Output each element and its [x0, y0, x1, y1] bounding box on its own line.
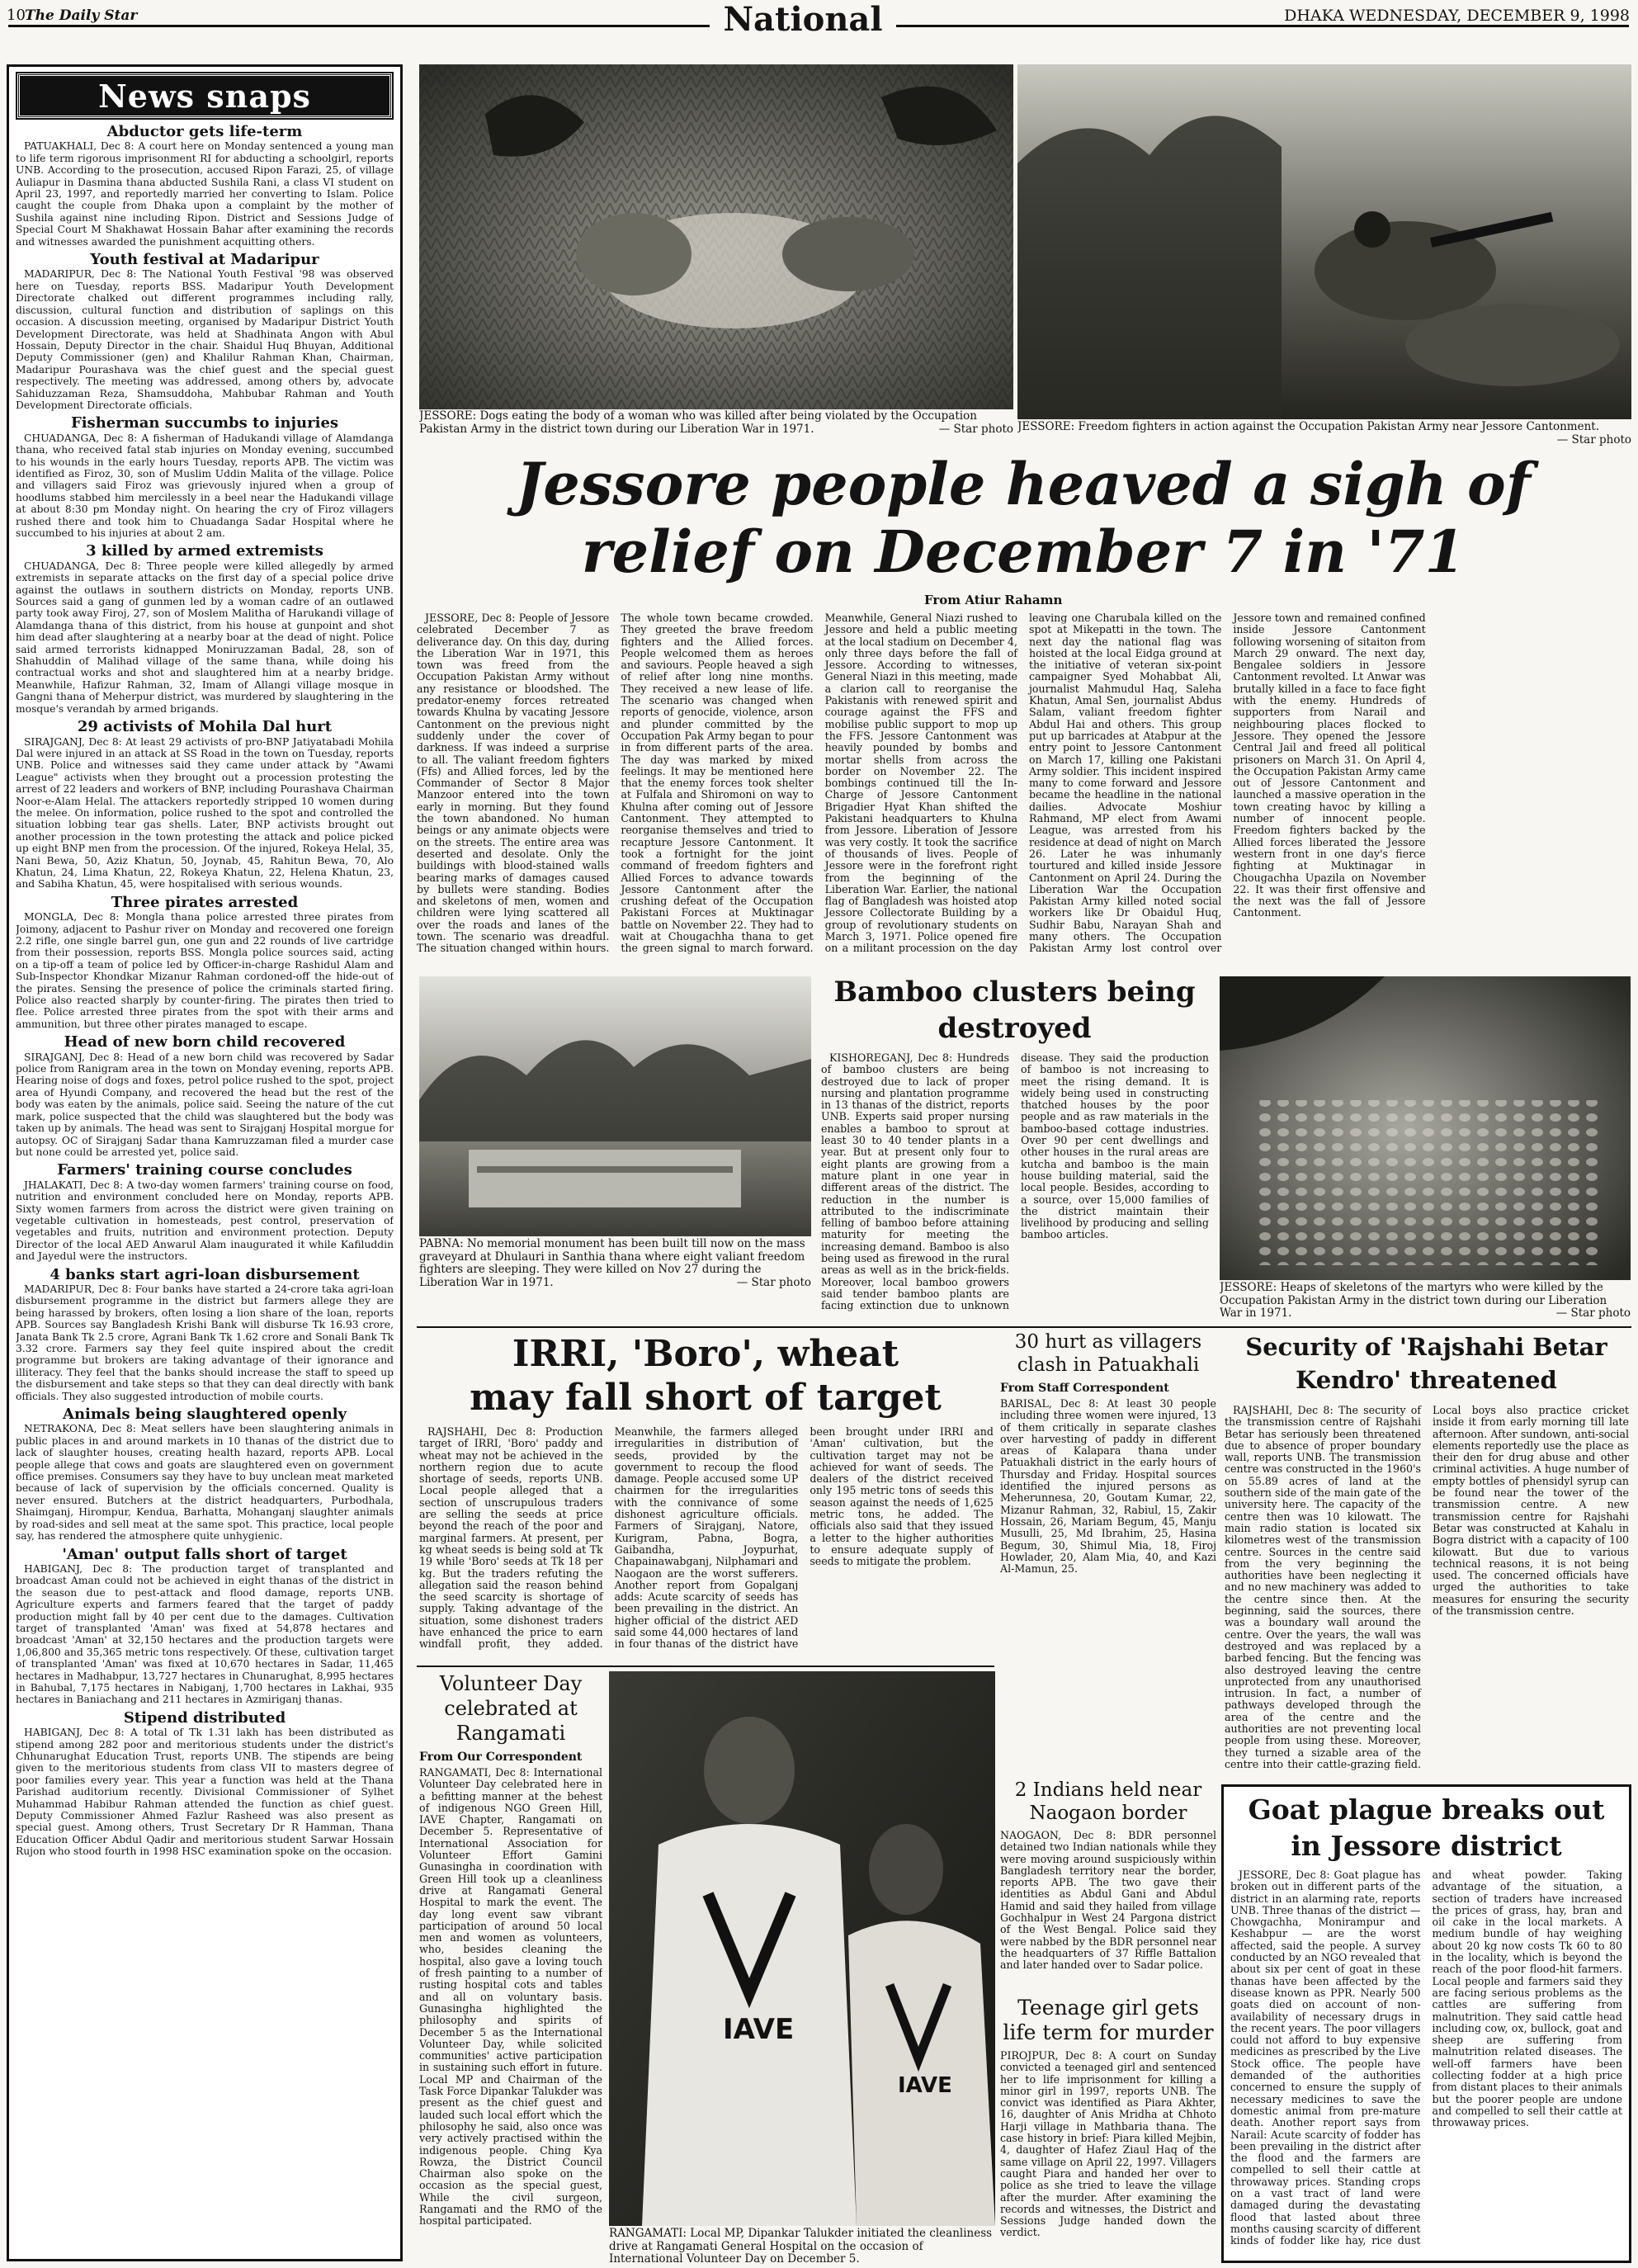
photo-skeletons-jessore: [1220, 976, 1631, 1280]
caption-freedom-fighters-text: JESSORE: Freedom fighters in action against the Occupation Pakistan Army near Jessore Cantonment.: [1017, 421, 1599, 433]
news-snap-title: Abductor gets life-term: [106, 123, 303, 140]
goat-body-text: JESSORE, Dec 8: Goat plague has broken out in different parts of the district in an alarming rate, reports UNB. Three thanas of the district — Chowgachha, Monirampur and Keshabpur — are the worst affected, said the people. A survey conducted by an NGO revealed that about six per cent of goat in these thanas have been affected by the disease known as PPR. Nearly 500 goats died on account of non-availability of necessary drugs in the recent years. The poor villagers could not afford to buy expensive medicines as prescribed by the Live Stock office. The people have demanded of the authorities concerned to ensure the supply of necessary medicines to save the domestic animal from pre-mature death. Another report says from Narail: Acute scarcity of fodder has been prevailing in the district after the flood and the farmers are compelled to sell their cattle at throwaway prices. Standing crops on a vast tract of land were damaged during the devastating flood that lasted about three months causing scarcity of different kinds of fodder like hay, rice dust and wheat powder. Taking advantage of the situation, a section of traders have increased the prices of grass, hay, bran and oil cake in the local markets. A medium bundle of hay weighing about 20 kg now costs Tk 60 to 80 in the locality, which is beyond the reach of the poor flood-hit farmers. Local people and farmers said they are facing serious problems as the cattles are suffering from malnutrition. They said cattle head including cow, ox, bullock, goat and sheep are suffering from malnutrition related diseases. The well-off farmers have been collecting fodder at a high price from distant places to their animals but the poorer people are undone and compelled to sell their cattle at throwaway prices.: [1230, 1869, 1622, 2247]
caption-rangamati-text: RANGAMATI: Local MP, Dipankar Talukder initiated the cleanliness drive at Rangamati General Hospital on the occasion of International Volunteer Day on December 5.: [609, 2228, 993, 2264]
news-snap-item: [16, 541, 394, 716]
news-snap-body: PATUAKHALI, Dec 8: A court here on Monday sentenced a young man to life term rigorous imprisonment RI for abducting a schoolgirl, reports UNB. According to the prosecution, accused Ripon Farazi, 25, of village Auliapur in Dasmina thana abducted Sushila Rani, a class VI student on April 23, 1997, and reportedly married her converting to Islam. Police caught the couple from Dhaka upon a complaint by the mother of Sushila against nine including Ripon. District and Sessions Judge of Special Court M Shakhawat Hossain Bahar after examining the records and witnesses awarded the punishment acquitting others.: [16, 140, 394, 248]
caption-dogs: [419, 410, 1013, 448]
news-snap-body: HABIGANJ, Dec 8: The production target of transplanted and broadcast Aman could not be achieved in eight thanas of the district in the season due to pest-attack and flood damage, reports UNB. Agriculture experts and farmers feared that the target of paddy production might fall by 40 per cent due to the damages. Cultivation target of transplanted 'Aman' was fixed at 54,878 hectares and broadcast 'Aman' at 32,150 hectares and the production targets were 1,06,800 and 35,365 metric tons respectively. Of these, cultivation target of transplanted 'Aman' was fixed at 10,670 hectares in Sadar, 11,465 hectares in Madhabpur, 13,727 hectares in Chunarughat, 8,995 hectares in Bahubal, 7,175 hectares in Nabiganj, 1,700 hectares in Lakhai, 935 hectares in Baniachang and 211 hectares in Azmiriganj thanas.: [16, 1562, 394, 1706]
news-snap-title: 3 killed by armed extremists: [86, 542, 323, 560]
photo-dogs-image: [419, 64, 1013, 409]
news-snap-title: Animals being slaughtered openly: [62, 1406, 347, 1424]
news-snap-item: [16, 1708, 394, 1859]
teenage-body: PIROJPUR, Dec 8: A court on Sunday convicted a teenaged girl and sentenced her to life imprisonment for killing a minor girl in 1997, reports UNB. The convict was identified as Piara Akhter, 16, daughter of Anis Mridha at Chhoto Harji village in Mathbaria thana. The case history in brief: Piara killed Mejbin, 4, daughter of Hafez Ziaul Haq of the same village on April 22, 1997. Villagers caught Piara and handed her over to police as she tried to leave the village after the murder. After examining the records and witnesses, the District and Sessions Judge handed down the verdict.: [1000, 2049, 1216, 2239]
caption-dogs-credit: — Star photo: [938, 422, 1013, 436]
caption-freedom-fighters-credit: — Star photo: [1556, 432, 1631, 447]
caption-rangamati: [609, 2228, 995, 2264]
section-label: National: [723, 0, 883, 39]
news-snap-item: [16, 1544, 394, 1708]
irri-bottom-rule: [417, 1666, 994, 1667]
news-snap-item: [16, 1032, 394, 1160]
photo-pabna-image: [419, 976, 811, 1236]
news-snap-body: NETRAKONA, Dec 8: Meat sellers have been slaughtering animals in public places in and around markets in 10 thanas of the district due to lack of slaughter houses, creating health hazard, reports APB. Local people allege that cows and goats are slaughtered even on government office premises. Consumers say they have to buy unclean meat marketed because of lack of supervision by the officials concerned. Quality is never ensured. Butchers at the district headquarters, Purbodhala, Shaimganj, Hirompur, Kendua, Barhatta, Mohanganj slaughter animals by road-sides and sell meat at the same spot. This practice, local people say, has rendered the atmosphere quite unhygienic.: [16, 1423, 394, 1543]
indians-headline: 2 Indians held near Naogaon border: [1014, 1779, 1202, 1824]
photo-pabna-graveyard: [419, 976, 811, 1236]
news-snap-item: [16, 716, 394, 892]
news-snap-title: 'Aman' output falls short of target: [62, 1545, 347, 1563]
page-number: 10: [7, 7, 26, 24]
masthead-rule-left: [8, 25, 710, 27]
caption-pabna: [419, 1238, 811, 1322]
betar-body: [1225, 1405, 1629, 1780]
news-snap-body: HABIGANJ, Dec 8: A total of Tk 1.31 lakh has been distributed as stipend among 282 poor and meritorious students under the district's Chhunarughat Education Trust, reports UNB. The stipends are being given to the meritorious students from class VII to masters degree of poor families every year. This year a function was held at the Thana Parishad auditorium recently. Divisional Commissioner of Sylhet Muhammad Habibur Rahman attended the function as chief guest. Deputy Commissioner Ahmed Fazlur Rasheed was also present as special guest. Among others, Trust Secretary Dr R Hamman, Thana Education Officer Abdul Qadir and meritorious student Sarwar Hossain Rujon who stood fourth in 1998 HSC examination spoke on the occasion.: [16, 1727, 394, 1858]
news-snap-body: SIRAJGANJ, Dec 8: Head of a new born child was recovered by Sadar police from Ranigram area in the town on Monday evening, reports APB. Hearing noise of dogs and foxes, petrol police rushed to the spot, project area of Hyundi Company, and recovered the head but the rest of the body was eaten by the animals, police said. Seeing the nature of the cut mark, police suspected that the child was slaughtered but the body was taken up by animals. The head was sent to Sirajganj Hospital morgue for autopsy. OC of Sirajganj Sadar thana Kamruzzaman filed a murder case but none could be arrested yet, police said.: [16, 1051, 394, 1158]
news-snap-title: 4 banks start agri-loan disbursement: [50, 1265, 360, 1283]
news-snap-item: [16, 1404, 394, 1543]
bamboo-body-text: KISHOREGANJ, Dec 8: Hundreds of bamboo clusters are being destroyed due to lack of proper nursing and plantation programme in 13 thanas of the district, reports UNB. Experts said proper nursing enables a bamboo to sprout at least 30 to 40 tender plants in a year. But at present only four to eight plants are growing from a mature plant in one year in different areas of the district. The reduction in the number is attributed to the indiscriminate felling of bamboo before attaining maturity for meeting the increasing demand. Bamboo is also being used as firewood in the rural areas as well as in the brick-fields. Moreover, local bamboo growers said tender bamboo plants are facing extinction due to unknown disease. They said the production of bamboo is not increasing to meet the rising demand. It is widely being used in constructing thatched houses by the poor people and as raw materials in the bamboo-based cottage industries. Over 90 per cent dwellings and other houses in the rural areas are kutcha and bamboo is the main house building material, said the local people. Besides, according to a source, over 15,000 families of the district maintain their livelihood by producing and selling bamboo articles.: [821, 1052, 1209, 1312]
news-snap-item: [16, 1160, 394, 1264]
shirt-print-left: IAVE: [723, 2013, 795, 2046]
news-snap-body: MADARIPUR, Dec 8: Four banks have started a 24-crore taka agri-loan disbursement programme in the district but farmers allege they are being harassed by brokers, often losing a lion share of the loan, reports APB. Sources say Bangladesh Krishi Bank will disburse Tk 16.93 crore, Janata Bank Tk 2.5 crore, Agrani Bank Tk 1.62 crore and Sonali Bank Tk 3.32 crore. Farmers say they feel quite inspired about the credit programme but brokers are taking advantage of their ignorance and illiteracy. They feel that the banks should increase the staff to speed up the disbursement and take steps so that they can deal directly with bank officials. They also suggested introduction of mobile courts.: [16, 1283, 394, 1402]
news-snap-title: Stipend distributed: [123, 1708, 286, 1727]
news-snap-title: Farmers' training course concludes: [57, 1161, 352, 1179]
volunteer-byline: From Our Correspondent: [419, 1751, 583, 1764]
goat-box: [1221, 1784, 1631, 2263]
indians-story: [1000, 1779, 1216, 1989]
bamboo-headline-line1: Bamboo clusters being: [833, 976, 1196, 1009]
news-snap-item: [16, 892, 394, 1032]
irri-body: [419, 1426, 994, 1661]
photo-freedom-fighters: [1017, 64, 1631, 419]
news-snap-body: MADARIPUR, Dec 8: The National Youth Festival '98 was observed here on Tuesday, reports BSS. Madaripur Youth Development Directorate chalked out different programmes including rally, discussion, cultural function and distribution of saplings on this occasion. A discussion meeting, organised by Madaripur District Youth Development Directorate, was held at Shadhinata Angon with Abul Hossain, Deputy Director in the chair. Shaidul Huq Bhuyan, Additional Deputy Commissioner (gen) and Khalilur Rahman Khan, Chairman, Madaripur Pourashava was the chief guest and the special guest respectively. The meeting was addressed, among others by, advocate Sahiduzzaman Reza, Shamsuddoha, Mahbubar Rahman and Youth Development Directorate officials.: [16, 268, 394, 411]
betar-headline-line2: Kendro' threatened: [1296, 1366, 1557, 1394]
volunteer-story: [419, 1671, 602, 2261]
bamboo-body: [821, 1052, 1209, 1321]
patuakhali-byline: From Staff Correspondent: [1000, 1382, 1169, 1395]
goat-headline-line2: in Jessore district: [1291, 1830, 1562, 1862]
photo-rangamati-image: [609, 1671, 995, 2226]
news-snap-title: Three pirates arrested: [111, 893, 299, 911]
betar-body-text: RAJSHAHI, Dec 8: The security of the transmission centre of Rajshahi Betar has seriously been threatened due to absence of proper boundary wall, reports UNB. The transmission centre was constructed in the 1960's on 55.89 acres of land at the southern side of the main gate of the university here. The capacity of the centre then was 10 kilowatt. The main radio station is located six kilometres west of the transmission centre. Sources in the centre said from the very beginning the authorities have been neglecting it and no new machinery was added to the centre since then. At the beginning, said the sources, there was a boundary wall around the centre. Over the years, the wall was destroyed and was replaced by a barbed fencing. But the fencing was also destroyed leaving the centre unprotected from any unauthorised intrusion. In fact, a number of pathways developed through the area of the centre and the authorities are not preventing local people from using these. Moreover, they turned a sizable area of the centre into their cattle-grazing field. Local boys also practice cricket inside it from early morning till late afternoon. After sundown, anti-social elements reportedly use the place as their den for drug abuse and other criminal activities. A huge number of empty bottles of phensidyl syrup can be found near the tower of the transmission centre. A new transmission centre for Rajshahi Betar was constructed at Kahalu in Bogra district with a capacity of 100 kilowatt. But due to various technical reasons, it is not being used. The concerned officials have urged the authorities to take measures for ensuring the security of the transmission centre.: [1225, 1405, 1629, 1770]
caption-dogs-text: JESSORE: Dogs eating the body of a woman who was killed after being violated by the Occupation Pakistan Army in the district town during our Liberation War in 1971.: [419, 410, 977, 436]
irri-headline-line2: may fall short of target: [470, 1377, 942, 1419]
betar-headline-line1: Security of 'Rajshahi Betar: [1245, 1333, 1607, 1361]
patuakhali-story: [1000, 1330, 1216, 1772]
news-snap-body: MONGLA, Dec 8: Mongla thana police arrested three pirates from Joimony, adjacent to Pashur river on Monday and recovered one foreign 2.2 rifle, one single barrel gun, one gun and 22 rounds of live cartridge from their possession, reports BSS. Mongla police sources said, acting on a tip-off a team of police led by Officer-in-charge Rashidul Alam and Sub-Inspector Khondkar Mizanur Rahman cordoned-off the hide-out of the pirates. Sensing the presence of police the criminals started firing. Police also reacted sharply by counter-firing. The pirates then tried to flee. Police arrested three pirates from the spot with their arms and ammunition, but three other pirates managed to escape.: [16, 911, 394, 1030]
news-snap-item: [16, 121, 394, 249]
caption-skeletons: [1220, 1282, 1631, 1323]
shirt-print-right: IAVE: [898, 2073, 952, 2098]
caption-pabna-text: PABNA: No memorial monument has been built till now on the mass graveyard at Dhulauri in Santhia thana where eight valiant freedom fighters are sleeping. They were killed on Nov 27 during the Liberation War in 1971.: [419, 1238, 805, 1289]
goat-body: [1230, 1869, 1622, 2256]
caption-skeletons-text: JESSORE: Heaps of skeletons of the martyrs who were killed by the Occupation Pakistan Army in the district town during our Liberation War in 1971.: [1220, 1282, 1607, 1320]
news-snap-title: Fisherman succumbs to injuries: [70, 414, 339, 432]
patuakhali-body: BARISAL, Dec 8: At least 30 people including three women were injured, 13 of them critically in separate clashes over harvesting of paddy in different areas of Kalapara thana under Patuakhali district in the early hours of Thursday and Friday. Hospital sources identified the injured persons as Meherunnesa, 20, Goutam Kumar, 22, Mizanur Rahman, 32, Rabiul, 15, Zakir Hossain, 26, Mariam Begum, 45, Manju Musulli, 25, Md Ibrahim, 25, Hasina Begum, 30, Shimul Mia, 18, Firoj Howlader, 20, Alam Mia, 40, and Kazi Al-Mamun, 25.: [1000, 1397, 1216, 1576]
volunteer-body: RANGAMATI, Dec 8: International Volunteer Day celebrated here in a befitting manner at the behest of indigenous NGO Green Hill, IAVE Chapter, Rangamati on December 5. Representative of International Association for Volunteer Effort Gamini Gunasingha in coordination with Green Hill took up a cleanliness drive at Rangamati General Hospital to mark the event. The day long event saw vibrant participation of around 50 local men and women as volunteers, who, besides cleaning the hospital, also gave a loving touch of fresh painting to a number of rusting hospital cots and tables and all on voluntary basis. Gunasingha highlighted the philosophy and spirits of December 5 as the International Volunteer Day, while solicited communities' active participation in sustaining such effort in future. Local MP and Chairman of the Task Force Dipankar Talukder was present as the chief guest and lauded such local effort which the philosophy he said, also once was very actively practised within the indigenous people. Ching Kya Rowza, the District Council Chairman also spoke on the occasion as the special guest, While the civil surgeon, Rangamati and the RMO of the hospital participated.: [419, 1766, 602, 2228]
lead-byline: From Atiur Rahamn: [924, 593, 1063, 607]
news-snap-body: JHALAKATI, Dec 8: A two-day women farmers' training course on food, nutrition and environment concluded here on Monday, reports APB. Sixty women farmers from across the district were given training on vegetable cultivation in homesteads, pest control, preservation of vegetables and fruits, nutrition and environment protection. Deputy Director of the local AED Anwarul Alam inaugurated it while Kafiluddin and Jayedul were the instructors.: [16, 1179, 394, 1263]
lead-body-text: JESSORE, Dec 8: People of Jessore celebrated December 7 as deliverance day. On this day, during the Liberation War in 1971, this town was freed from the Occupation Pakistan Army without any resistance or bloodshed. The predator-enemy forces retreated towards Khulna by vacating Jessore Cantonment on the previous night suddenly under the cover of darkness. If was indeed a surprise to all. The valiant freedom fighters (Ffs) and Allied forces, led by the Commander of Sector 8 Major Manzoor entered into the town early in morning. But they found the town abandoned. No human beings or any animate objects were on the streets. The entire area was deserted and desolate. Only the buildings with blood-stained walls bearing marks of damages caused by bullets were standing. Bodies and skeletons of men, women and children were lying scattered all over the roads and lanes of the town. The scenario was dreadful. The situation changed within hours. The whole town became crowded. They greeted the brave freedom fighters and the Allied forces. People welcomed them as heroes and saviours. People heaved a sigh of relief after long nine months. They received a new lease of life. The scenario was changed when reports of genocide, violence, arson and plunder committed by the Occupation Pak Army began to pour in from different parts of the area. The day was marked by mixed feelings. It may be mentioned here that the enemy forces took shelter at Fulfala and Shiromoni on way to Khulna after coming out of Jessore Cantonment. They attempted to reorganise themselves and tried to recapture Jessore Cantonment. It took a fortnight for the joint command of freedom fighters and Allied Forces to advance towards Jessore Cantonment after the crushing defeat of the Occupation Pakistani Forces at Muktinagar battle on November 22. They had to wait at Chougachha thana to get the green signal to march forward. Meanwhile, General Niazi rushed to Jessore and held a public meeting at the local stadium on December 4, only three days before the fall of Jessore. According to witnesses, General Niazi in this meeting, made a clarion call to reorganise the Pakistanis with renewed spirit and courage against the FFS and mobilise public support to mop up the FFS. Jessore Cantonment was heavily pounded by bombs and mortar shells from across the border on November 22. The bombings continued till the In-Charge of Jessore Cantonment Brigadier Hyat Khan shifted the Pakistani headquarters to Khulna from Jessore. Liberation of Jessore was very costly. It took the sacrifice of thousands of lives. People of Jessore were in the forefront right from the beginning of the Liberation War. Earlier, the national flag of Bangladesh was hoisted atop Jessore Collectorate Building by a group of revolutionary students on March 3, 1971. Police opened fire on a militant procession on the day leaving one Charubala killed on the spot at Mikepatti in the town. The next day the national flag was hoisted at the local Eidga ground at the initiative of veteran six-point campaigner Syed Mohabbat Ali, journalist Mahmudul Haq, Saleha Khatun, Amal Sen, journalist Abdus Salam, valiant freedom fighter Abdul Hai and others. This group put up barricades at Atabpur at the entry point to Jessore Cantonment on March 17, killing one Pakistani Army soldier. This incident inspired many to come forward and Jessore became the headline in the national dailies. Advocate Moshiur Rahmand, MP elect from Awami League, was arrested from his residence at dead of night on March 26. Later he was inhumanly tourtured and killed inside Jessore Cantonment on April 24. During the Liberation War the Occupation Pakistan Army killed noted social workers like Dr Obaidul Huq, Sudhir Babu, Narayan Shah and many others. The Occupation Pakistan Army lost control over Jessore town and remained confined inside Jessore Cantonment following worsening of sitaiton from March 29 onward. The next day, Bengalee soldiers in Jessore Cantonment revolted. Lt Anwar was brutally killed in a face to face fight with the enemy. Hundreds of supporters from Narail and neighbouring places flocked to Jessore. They opened the Jessore Central Jail and freed all political prisoners on March 31. On April 4, the Occupation Pakistan Army came out of Jessore Cantonment and launched a massive operation in the town creating havoc by killing a number of innocent people. Freedom fighters backed by the Allied forces liberated the Jessore western front in one day's fierce fighting at Muktinagar in Chougachha Upazila on November 22. It was their first offensive and the next was the fall of Jessore Cantonment.: [417, 612, 1426, 955]
teenage-story: [1000, 1996, 1216, 2264]
caption-skeletons-credit: — Star photo: [1555, 1306, 1631, 1320]
news-snap-item: [16, 413, 394, 541]
photo-rangamati: [609, 1671, 995, 2226]
news-snaps-box: [7, 64, 403, 2261]
news-snap-body: CHUADANGA, Dec 8: A fisherman of Hadukandi village of Alamdanga thana, who received fatal stab injuries on Monday evening, succumbed to his wounds in the early hours Tuesday, reports APB. The victim was identified as Firoz, 30, son of Muslim Uddin Malita of the village. Police and villagers said Firoz was grievously injured when a group of hoodlums stabbed him mercilessly in a beel near the Hadukandi village at about 8:30 pm Monday night. On hearing the cry of Firoz villagers rushed there and took him to Chuadanga Sadar Hospital where he succumbed to his injuries at about 2 am.: [16, 432, 394, 539]
indians-body: NAOGAON, Dec 8: BDR personnel detained two Indian nationals while they were moving around suspiciously within Bangladesh territory near the border, reports APB. The two gave their identities as Abdul Gani and Abdul Hamid and said they hailed from village Gochhalpur in West 24 Pargona district of the West Bengal. Police said they were nabbed by the BDR personnel near the headquarters of 37 Riffle Battalion and later handed over to Sadar police.: [1000, 1829, 1216, 1972]
photo-skeletons-image: [1220, 976, 1631, 1280]
news-snaps-list: [16, 121, 394, 1859]
lead-body: [417, 612, 1630, 959]
news-snap-item: [16, 1264, 394, 1404]
caption-pabna-credit: — Star photo: [736, 1275, 811, 1289]
news-snap-title: Youth festival at Madaripur: [90, 251, 319, 269]
irri-headline-line1: IRRI, 'Boro', wheat: [512, 1333, 899, 1375]
news-snap-body: CHUADANGA, Dec 8: Three people were killed allegedly by armed extremists in separate attacks on the first day of a special police drive against the outlaws in southern districts on Monday, reports UNB. Sources said a gang of gunmen led by a woman cadre of an outlawed party took away Firoj, 27, son of Moslem Malitha of Harukandi village of Alamdanga thana of this district, from his house at gunpoint and shot him dead after slaughtering at a nearby boar at the dead of night. Police said armed terrorists kidnapped Moniruzzaman Badal, 28, son of Shahuddin of Malihad village of the same thana, while doing his contractual works and shot and slaughtered him at a nearby bridge. Meanwhile, Hafizur Rahman, 32, Imam of Allangi village mosque in Gangni thana of Meherpur district, was murdered by slaughtering in the mosque's verandah by armed brigands.: [16, 560, 394, 715]
lead-headline-line1: Jessore people heaved a sigh of: [516, 450, 1531, 518]
patuakhali-headline: 30 hurt as villagers clash in Patuakhali: [1014, 1331, 1202, 1376]
lead-headline-line2: relief on December 7 in '71: [581, 517, 1466, 586]
irri-body-text: RAJSHAHI, Dec 8: Production target of IRRI, 'Boro' paddy and wheat may not be achieved in the northern region due to acute shortage of seeds, reports UNB. Local people alleged that a section of unscrupulous traders are selling the seeds at price beyond the reach of the poor and marginal farmers. At present, per kg wheat seeds is being sold at Tk 19 while 'Boro' seeds at Tk 18 per kg. But the traders refuting the allegation said the reason behind the seed scarcity is shortage of supply. Taking advantage of the situation, some dishonest traders have enhanced the price to earn windfall profit, they added. Meanwhile, the farmers alleged irregularities in distribution of seeds, provided by the government to recoup the flood damage. People accused some UP chairmen for the irregularities with the connivance of some dishonest agriculture officials. Farmers of Sirajganj, Natore, Kurigram, Pabna, Bogra, Gaibandha, Joypurhat, Chapainawabganj, Nilphamari and Naogaon are the worst sufferers. Another report from Gopalganj adds: Acute scarcity of seeds has been prevailing in the district. An higher official of the district AED said some 44,000 hectares of land in four thanas of the district have been brought under IRRI and 'Aman' cultivation, but the cultivation target may not be achieved for want of seeds. The dealers of the district received only 195 metric tons of seeds this season against the needs of 1,625 metric tons, he added. The officials also said that they issued a letter to the higher authorities to ensure adequate supply of seeds to mitigate the problem.: [419, 1426, 994, 1651]
dateline: DHAKA WEDNESDAY, DECEMBER 9, 1998: [1284, 7, 1630, 25]
news-snaps-banner: News snaps: [17, 73, 392, 118]
mid-rule: [417, 1326, 1631, 1328]
news-snap-title: Head of new born child recovered: [64, 1033, 346, 1051]
news-snap-title: 29 activists of Mohila Dal hurt: [77, 718, 333, 736]
goat-headline-line1: Goat plague breaks out: [1248, 1793, 1605, 1826]
news-snap-body: SIRAJGANJ, Dec 8: At least 29 activists of pro-BNP Jatiyatabadi Mohila Dal were injured in an attack at SS Road in the town on Tuesday, reports UNB. Police and witnesses said they came under attack by "Awami League" activists when they brought out a procession protesting the arrest of 22 leaders and workers of BNP, including Pourashava Chairman Noor-e-Alam Helal. The attackers reportedly stripped 10 women during the melee. On information, police rushed to the spot and controlled the situation lobbing tear gas shells. Later, BNP activists brought out another procession in the town protesting the attack and police picked up eight BNP men from the procession. Of the injured, Rokeya Helal, 35, Nani Bewa, 50, Aziz Khatun, 50, Joynab, 45, Rahitun Bewa, 70, Alo Khatun, 24, Lima Khatun, 22, Rokeya Khatun, 22, Helena Khatun, 23, and Sabiha Khatun, 45, were hospitalised with serious wounds.: [16, 735, 394, 891]
photo-dogs-jessore: [419, 64, 1013, 409]
bamboo-headline-line2: destroyed: [937, 1012, 1092, 1045]
news-snap-item: [16, 249, 394, 413]
teenage-headline: Teenage girl gets life term for murder: [1003, 1996, 1214, 2044]
photo-freedom-fighters-image: [1017, 64, 1631, 419]
volunteer-headline: Volunteer Day celebrated at Rangamati: [439, 1672, 583, 1745]
paper-nameplate: The Daily Star: [25, 7, 138, 24]
